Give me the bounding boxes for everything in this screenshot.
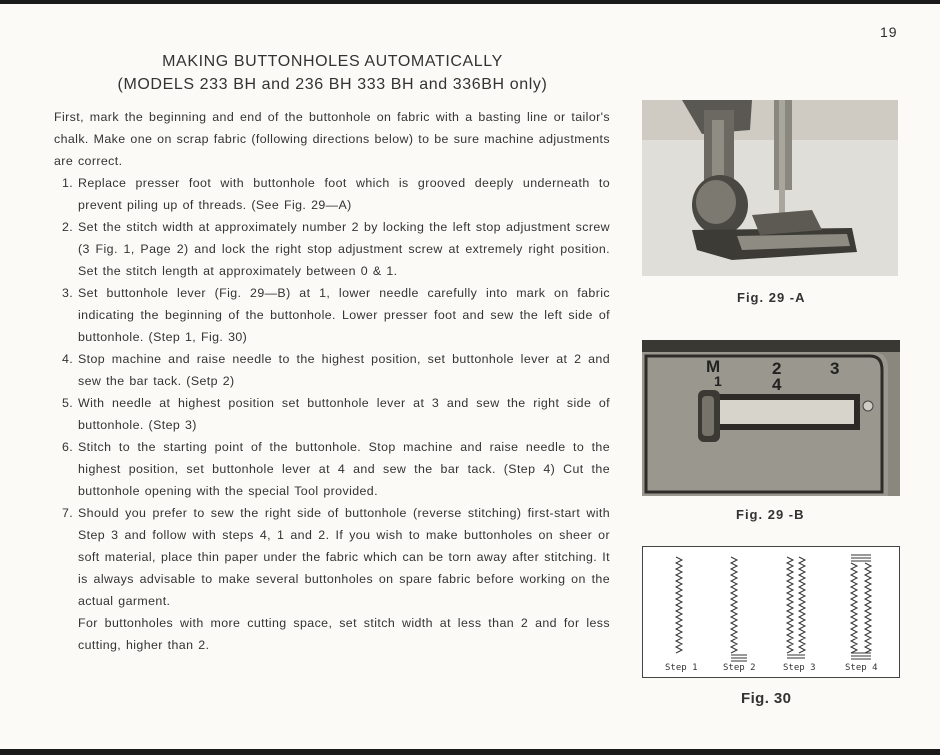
- step-2-label: Step 2: [723, 663, 756, 673]
- dial-1: 1: [714, 373, 722, 389]
- closing-paragraph: For buttonholes with more cutting space, set stitch width at less than 2 and for less cutting, higher than 2.: [78, 616, 610, 652]
- page-number: 19: [880, 24, 898, 40]
- step-4-label: Step 4: [845, 663, 878, 673]
- fig-29a-photo: [642, 100, 898, 276]
- dial-m: M: [706, 357, 721, 376]
- step-item: 2. Set the stitch width at approximately number 2 by locking the left stop adjustment screw (3 Fig. 1, Page 2) and lock the right stop adjustment screw at extremely right position. Set the stitch length at approximately between 0 & 1.: [78, 216, 610, 282]
- step-item: 1. Replace presser foot with buttonhole foot which is grooved deeply underneath to prevent piling up of threads. (See Fig. 29—A): [78, 172, 610, 216]
- bottom-border: [0, 749, 940, 755]
- dial-3: 3: [830, 359, 840, 378]
- step-item: 4. Stop machine and raise needle to the highest position, set buttonhole lever at 2 and sew the bar tack. (Setp 2): [78, 348, 610, 392]
- step-item: 7. Should you prefer to sew the right side of buttonhole (reverse stitching) first-start with Step 3 and follow with steps 4, 1 and 2. If you wish to make buttonholes on sheer or soft material, place thin paper under the fabric which can be torn away after stitching. It is always advisable to make several buttonholes on spare fabric before working on the actual garment.: [78, 502, 610, 612]
- intro-paragraph: First, mark the beginning and end of the buttonhole on fabric with a basting line or tailor's chalk. Make one on scrap fabric (following directions below) to be sure machine adjustments are correct.: [54, 110, 610, 168]
- fig-29b-photo: [642, 340, 900, 496]
- buttonhole-lever-illustration: [642, 340, 900, 496]
- page-subtitle: (MODELS 233 BH and 236 BH 333 BH and 336BH only): [117, 76, 548, 93]
- buttonhole-steps-illustration: [643, 547, 899, 677]
- fig-29a-caption: Fig. 29 -A: [737, 290, 806, 305]
- presser-foot-illustration: [642, 100, 898, 276]
- top-border: [0, 0, 940, 4]
- step-3-label: Step 3: [783, 663, 816, 673]
- instructions: [54, 106, 610, 656]
- page-title: MAKING BUTTONHOLES AUTOMATICALLY: [162, 53, 503, 70]
- step-item: 3. Set buttonhole lever (Fig. 29—B) at 1, lower needle carefully into mark on fabric indicating the beginning of the buttonhole. Lower presser foot and sew the left side of buttonhole. (Step 1, Fig. 30): [78, 282, 610, 348]
- fig-29b-caption: Fig. 29 -B: [736, 507, 805, 522]
- dial-2: 2: [772, 359, 782, 378]
- step-item: 6. Stitch to the starting point of the buttonhole. Stop machine and raise needle to the highest position, set buttonhole lever at 4 and sew the bar tack. (Step 4) Cut the buttonhole opening with the special Tool provided.: [78, 436, 610, 502]
- fig-30-caption: Fig. 30: [741, 690, 792, 707]
- step-item: 5. With needle at highest position set buttonhole lever at 3 and sew the right side of buttonhole. (Step 3): [78, 392, 610, 436]
- fig-30-diagram: [642, 546, 900, 678]
- dial-4: 4: [772, 375, 782, 394]
- steps-list: [54, 172, 610, 612]
- step-1-label: Step 1: [665, 663, 698, 673]
